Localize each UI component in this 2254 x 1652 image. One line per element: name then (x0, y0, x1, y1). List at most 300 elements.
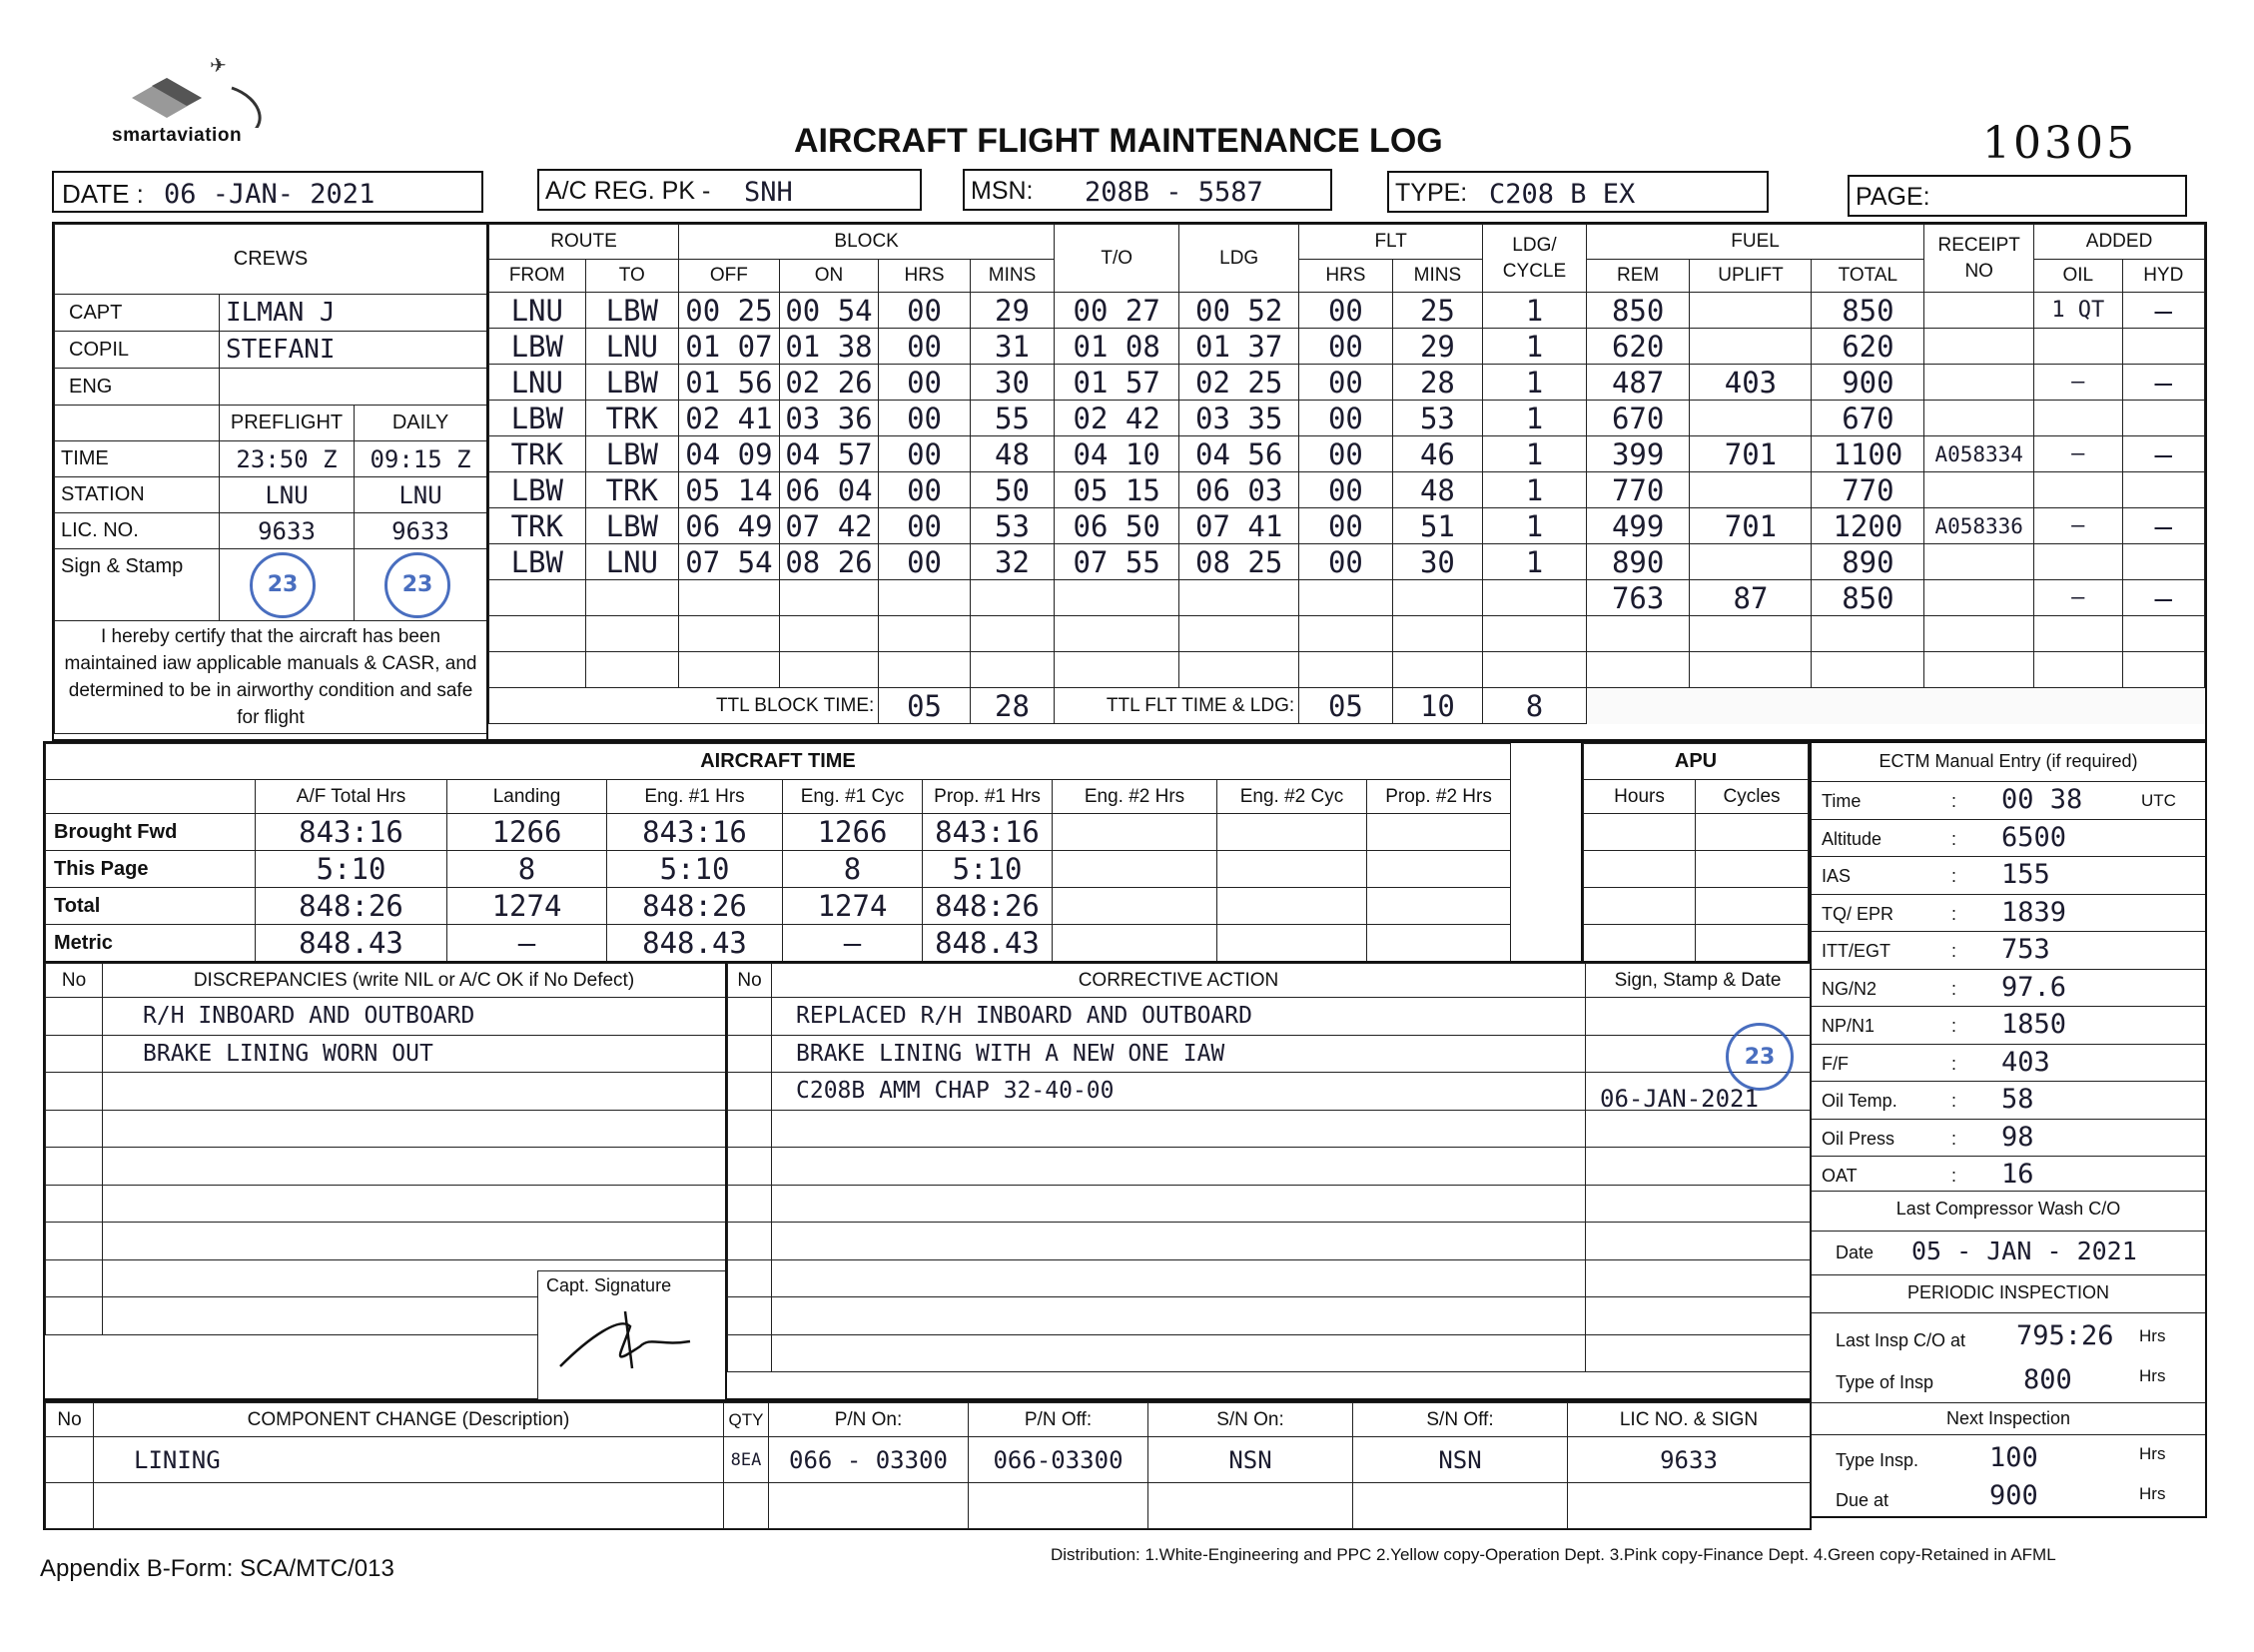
receipt-no-cell[interactable] (1924, 472, 2034, 508)
hyd-added-cell[interactable] (2122, 401, 2204, 436)
receipt-no-cell[interactable] (1924, 580, 2034, 616)
ttl-block-hrs[interactable]: 05 (879, 688, 970, 724)
corr-no-cell[interactable] (728, 1110, 772, 1148)
ectm-value[interactable]: 58 (2001, 1084, 2034, 1115)
ldg-cycle-cell[interactable]: 1 (1483, 436, 1587, 472)
disc-text-cell[interactable] (103, 1223, 726, 1260)
hyd-added-cell[interactable] (2122, 329, 2204, 365)
flt-mins-cell[interactable]: 53 (1392, 401, 1482, 436)
off-cell[interactable]: 05 14 (679, 472, 780, 508)
ectm-value[interactable]: 16 (2001, 1159, 2034, 1190)
msn-value[interactable]: 208B - 5587 (1085, 177, 1263, 208)
fuel-total-cell[interactable]: 850 (1812, 580, 1924, 616)
fuel-total-cell[interactable]: 620 (1812, 329, 1924, 365)
fuel-uplift-cell[interactable]: 87 (1690, 580, 1812, 616)
ectm-value[interactable]: 1839 (2001, 896, 2067, 928)
oil-added-cell[interactable] (2034, 329, 2122, 365)
fuel-uplift-cell[interactable] (1690, 652, 1812, 688)
disc-no-cell[interactable] (46, 998, 103, 1036)
landing-cell[interactable]: 03 35 (1179, 401, 1299, 436)
fuel-rem-cell[interactable]: 890 (1586, 544, 1690, 580)
ac-value-cell[interactable] (1217, 851, 1367, 888)
capt-signature-box[interactable] (537, 1270, 726, 1399)
corr-no-cell[interactable] (728, 1185, 772, 1223)
fuel-rem-cell[interactable]: 399 (1586, 436, 1690, 472)
oil-added-cell[interactable]: 1 QT (2034, 293, 2122, 329)
flt-hrs-cell[interactable]: 00 (1299, 293, 1393, 329)
to-cell[interactable] (585, 652, 679, 688)
fuel-rem-cell[interactable]: 763 (1586, 580, 1690, 616)
ac-value-cell[interactable]: – (783, 925, 923, 962)
off-cell[interactable] (679, 652, 780, 688)
corr-no-cell[interactable] (728, 1334, 772, 1372)
to-cell[interactable]: LNU (585, 329, 679, 365)
corr-text-cell[interactable] (772, 1185, 1586, 1223)
takeoff-cell[interactable]: 01 57 (1055, 365, 1179, 401)
from-cell[interactable] (489, 652, 586, 688)
next-type-value[interactable]: 100 (1989, 1442, 2038, 1473)
receipt-no-cell[interactable]: A058334 (1924, 436, 2034, 472)
hyd-added-cell[interactable]: – (2122, 293, 2204, 329)
ac-value-cell[interactable]: 1266 (447, 814, 607, 851)
comp-no-cell[interactable] (46, 1437, 94, 1483)
corr-no-cell[interactable] (728, 1223, 772, 1260)
to-cell[interactable]: LNU (585, 544, 679, 580)
comp-lic-cell[interactable] (1568, 1483, 1811, 1529)
flt-mins-cell[interactable]: 48 (1392, 472, 1482, 508)
flt-hrs-cell[interactable] (1299, 580, 1393, 616)
corr-no-cell[interactable] (728, 998, 772, 1036)
disc-no-cell[interactable] (46, 1223, 103, 1260)
oil-added-cell[interactable] (2034, 616, 2122, 652)
apu-cell[interactable] (1584, 888, 1696, 925)
fuel-total-cell[interactable]: 670 (1812, 401, 1924, 436)
block-hrs-cell[interactable]: 00 (879, 508, 970, 544)
takeoff-cell[interactable]: 00 27 (1055, 293, 1179, 329)
reg-value[interactable]: SNH (744, 177, 793, 208)
fuel-uplift-cell[interactable]: 701 (1690, 436, 1812, 472)
takeoff-cell[interactable] (1055, 616, 1179, 652)
flt-mins-cell[interactable]: 29 (1392, 329, 1482, 365)
ac-value-cell[interactable]: 5:10 (607, 851, 783, 888)
time-preflight[interactable]: 23:50 Z (220, 441, 355, 477)
fuel-total-cell[interactable]: 770 (1812, 472, 1924, 508)
hyd-added-cell[interactable] (2122, 472, 2204, 508)
receipt-no-cell[interactable] (1924, 365, 2034, 401)
hyd-added-cell[interactable] (2122, 652, 2204, 688)
takeoff-cell[interactable] (1055, 652, 1179, 688)
disc-no-cell[interactable] (46, 1148, 103, 1186)
block-mins-cell[interactable] (970, 652, 1054, 688)
corr-no-cell[interactable] (728, 1035, 772, 1073)
from-cell[interactable] (489, 580, 586, 616)
wash-date-value[interactable]: 05 - JAN - 2021 (1911, 1237, 2137, 1265)
block-mins-cell[interactable]: 32 (970, 544, 1054, 580)
ldg-cycle-cell[interactable]: 1 (1483, 293, 1587, 329)
disc-no-cell[interactable] (46, 1259, 103, 1297)
fuel-uplift-cell[interactable]: 403 (1690, 365, 1812, 401)
fuel-rem-cell[interactable]: 770 (1586, 472, 1690, 508)
ldg-cycle-cell[interactable] (1483, 616, 1587, 652)
disc-no-cell[interactable] (46, 1185, 103, 1223)
hyd-added-cell[interactable]: – (2122, 436, 2204, 472)
ectm-value[interactable]: 155 (2001, 859, 2050, 890)
ttl-flt-mins[interactable]: 10 (1392, 688, 1482, 724)
oil-added-cell[interactable] (2034, 472, 2122, 508)
takeoff-cell[interactable] (1055, 580, 1179, 616)
apu-cell[interactable] (1696, 925, 1809, 962)
block-hrs-cell[interactable] (879, 616, 970, 652)
fuel-uplift-cell[interactable] (1690, 472, 1812, 508)
receipt-no-cell[interactable] (1924, 329, 2034, 365)
corr-text-cell[interactable] (772, 1334, 1586, 1372)
ac-value-cell[interactable] (1367, 925, 1511, 962)
landing-cell[interactable]: 01 37 (1179, 329, 1299, 365)
fuel-total-cell[interactable]: 890 (1812, 544, 1924, 580)
from-cell[interactable]: LBW (489, 472, 586, 508)
fuel-total-cell[interactable]: 850 (1812, 293, 1924, 329)
ac-value-cell[interactable]: 843:16 (607, 814, 783, 851)
station-daily[interactable]: LNU (355, 477, 487, 513)
fuel-uplift-cell[interactable] (1690, 616, 1812, 652)
ac-value-cell[interactable]: 848.43 (256, 925, 447, 962)
corr-sign-cell[interactable] (1586, 1259, 1811, 1297)
to-cell[interactable]: LBW (585, 508, 679, 544)
flt-hrs-cell[interactable]: 00 (1299, 329, 1393, 365)
daily-stamp-cell[interactable] (355, 549, 487, 621)
comp-qty-cell[interactable]: 8EA (724, 1437, 769, 1483)
hyd-added-cell[interactable]: – (2122, 580, 2204, 616)
block-mins-cell[interactable]: 29 (970, 293, 1054, 329)
from-cell[interactable]: LNU (489, 365, 586, 401)
corr-sign-cell[interactable] (1586, 1110, 1811, 1148)
disc-text-cell[interactable] (103, 1110, 726, 1148)
type-value[interactable]: C208 B EX (1489, 179, 1636, 210)
ldg-cycle-cell[interactable]: 1 (1483, 401, 1587, 436)
ttl-ldg[interactable]: 8 (1483, 688, 1587, 724)
ectm-value[interactable]: 403 (2001, 1046, 2050, 1078)
on-cell[interactable]: 07 42 (779, 508, 879, 544)
ttl-flt-hrs[interactable]: 05 (1299, 688, 1393, 724)
landing-cell[interactable]: 06 03 (1179, 472, 1299, 508)
preflight-stamp-cell[interactable] (220, 549, 355, 621)
off-cell[interactable]: 00 25 (679, 293, 780, 329)
block-hrs-cell[interactable] (879, 652, 970, 688)
ldg-cycle-cell[interactable] (1483, 652, 1587, 688)
on-cell[interactable]: 04 57 (779, 436, 879, 472)
capt-value[interactable]: ILMAN J (220, 295, 487, 332)
to-cell[interactable]: LBW (585, 365, 679, 401)
oil-added-cell[interactable]: – (2034, 365, 2122, 401)
off-cell[interactable]: 07 54 (679, 544, 780, 580)
corr-sign-cell[interactable] (1586, 1185, 1811, 1223)
fuel-total-cell[interactable] (1812, 652, 1924, 688)
block-mins-cell[interactable]: 50 (970, 472, 1054, 508)
fuel-rem-cell[interactable]: 620 (1586, 329, 1690, 365)
sign-date-value[interactable]: 06-JAN-2021 (1600, 1085, 1759, 1113)
disc-text-cell[interactable]: BRAKE LINING WORN OUT (103, 1035, 726, 1073)
disc-text-cell[interactable] (103, 1073, 726, 1111)
ac-value-cell[interactable] (1367, 888, 1511, 925)
receipt-no-cell[interactable] (1924, 616, 2034, 652)
block-mins-cell[interactable] (970, 616, 1054, 652)
flt-hrs-cell[interactable] (1299, 652, 1393, 688)
block-mins-cell[interactable]: 30 (970, 365, 1054, 401)
eng-value[interactable] (220, 369, 487, 406)
corr-no-cell[interactable] (728, 1148, 772, 1186)
ac-value-cell[interactable]: 5:10 (256, 851, 447, 888)
apu-cell[interactable] (1696, 851, 1809, 888)
fuel-uplift-cell[interactable] (1690, 329, 1812, 365)
lic-daily[interactable]: 9633 (355, 513, 487, 549)
landing-cell[interactable] (1179, 652, 1299, 688)
off-cell[interactable] (679, 616, 780, 652)
comp-sn-off-cell[interactable] (1353, 1483, 1568, 1529)
station-preflight[interactable]: LNU (220, 477, 355, 513)
block-hrs-cell[interactable] (879, 580, 970, 616)
ectm-value[interactable]: 00 38 (2001, 784, 2083, 815)
fuel-rem-cell[interactable]: 499 (1586, 508, 1690, 544)
takeoff-cell[interactable]: 05 15 (1055, 472, 1179, 508)
ac-value-cell[interactable]: 848:26 (256, 888, 447, 925)
flt-hrs-cell[interactable]: 00 (1299, 544, 1393, 580)
ac-value-cell[interactable]: 8 (783, 851, 923, 888)
ttl-block-mins[interactable]: 28 (970, 688, 1054, 724)
hyd-added-cell[interactable] (2122, 616, 2204, 652)
from-cell[interactable]: LBW (489, 544, 586, 580)
oil-added-cell[interactable] (2034, 652, 2122, 688)
apu-cell[interactable] (1584, 851, 1696, 888)
from-cell[interactable]: TRK (489, 436, 586, 472)
fuel-rem-cell[interactable]: 670 (1586, 401, 1690, 436)
ac-value-cell[interactable]: 843:16 (256, 814, 447, 851)
ldg-cycle-cell[interactable]: 1 (1483, 472, 1587, 508)
oil-added-cell[interactable] (2034, 544, 2122, 580)
ac-value-cell[interactable]: – (447, 925, 607, 962)
block-mins-cell[interactable]: 31 (970, 329, 1054, 365)
to-cell[interactable] (585, 580, 679, 616)
ac-value-cell[interactable] (1217, 814, 1367, 851)
date-value[interactable]: 06 -JAN- 2021 (164, 179, 376, 210)
corr-text-cell[interactable] (772, 1110, 1586, 1148)
corr-text-cell[interactable] (772, 1259, 1586, 1297)
landing-cell[interactable] (1179, 616, 1299, 652)
hyd-added-cell[interactable]: – (2122, 508, 2204, 544)
comp-pn-on-cell[interactable]: 066 - 03300 (769, 1437, 969, 1483)
block-mins-cell[interactable]: 55 (970, 401, 1054, 436)
comp-sn-on-cell[interactable]: NSN (1148, 1437, 1353, 1483)
off-cell[interactable]: 01 07 (679, 329, 780, 365)
landing-cell[interactable]: 07 41 (1179, 508, 1299, 544)
ldg-cycle-cell[interactable] (1483, 580, 1587, 616)
receipt-no-cell[interactable] (1924, 293, 2034, 329)
oil-added-cell[interactable]: – (2034, 436, 2122, 472)
lic-preflight[interactable]: 9633 (220, 513, 355, 549)
due-value[interactable]: 900 (1989, 1480, 2038, 1511)
flt-hrs-cell[interactable] (1299, 616, 1393, 652)
ac-value-cell[interactable] (1217, 888, 1367, 925)
ac-value-cell[interactable]: 848.43 (923, 925, 1053, 962)
corr-sign-cell[interactable] (1586, 1223, 1811, 1260)
corr-sign-cell[interactable] (1586, 1148, 1811, 1186)
ac-value-cell[interactable] (1053, 851, 1217, 888)
ac-value-cell[interactable]: 1274 (447, 888, 607, 925)
corr-no-cell[interactable] (728, 1297, 772, 1335)
oil-added-cell[interactable] (2034, 401, 2122, 436)
off-cell[interactable]: 02 41 (679, 401, 780, 436)
ac-value-cell[interactable] (1053, 814, 1217, 851)
block-hrs-cell[interactable]: 00 (879, 365, 970, 401)
to-cell[interactable]: TRK (585, 401, 679, 436)
from-cell[interactable]: LNU (489, 293, 586, 329)
flt-mins-cell[interactable] (1392, 580, 1482, 616)
fuel-total-cell[interactable]: 1100 (1812, 436, 1924, 472)
comp-sn-on-cell[interactable] (1148, 1483, 1353, 1529)
fuel-rem-cell[interactable] (1586, 652, 1690, 688)
flt-hrs-cell[interactable]: 00 (1299, 365, 1393, 401)
corr-text-cell[interactable] (772, 1223, 1586, 1260)
fuel-uplift-cell[interactable]: 701 (1690, 508, 1812, 544)
to-cell[interactable]: LBW (585, 293, 679, 329)
receipt-no-cell[interactable]: A058336 (1924, 508, 2034, 544)
ac-value-cell[interactable] (1367, 851, 1511, 888)
fuel-total-cell[interactable]: 1200 (1812, 508, 1924, 544)
ac-value-cell[interactable]: 848:26 (607, 888, 783, 925)
takeoff-cell[interactable]: 02 42 (1055, 401, 1179, 436)
comp-pn-on-cell[interactable] (769, 1483, 969, 1529)
oil-added-cell[interactable]: – (2034, 508, 2122, 544)
on-cell[interactable] (779, 616, 879, 652)
fuel-rem-cell[interactable]: 850 (1586, 293, 1690, 329)
ac-value-cell[interactable] (1053, 925, 1217, 962)
block-mins-cell[interactable] (970, 580, 1054, 616)
last-insp-value[interactable]: 795:26 (2016, 1320, 2114, 1351)
ectm-value[interactable]: 97.6 (2001, 971, 2067, 1003)
corr-text-cell[interactable]: BRAKE LINING WITH A NEW ONE IAW (772, 1035, 1586, 1073)
takeoff-cell[interactable]: 07 55 (1055, 544, 1179, 580)
fuel-total-cell[interactable]: 900 (1812, 365, 1924, 401)
on-cell[interactable]: 02 26 (779, 365, 879, 401)
corr-text-cell[interactable] (772, 1297, 1586, 1335)
on-cell[interactable]: 01 38 (779, 329, 879, 365)
comp-desc-cell[interactable]: LINING (94, 1437, 724, 1483)
block-hrs-cell[interactable]: 00 (879, 329, 970, 365)
on-cell[interactable]: 00 54 (779, 293, 879, 329)
disc-no-cell[interactable] (46, 1035, 103, 1073)
disc-text-cell[interactable]: R/H INBOARD AND OUTBOARD (103, 998, 726, 1036)
time-daily[interactable]: 09:15 Z (355, 441, 487, 477)
comp-no-cell[interactable] (46, 1483, 94, 1529)
flt-mins-cell[interactable]: 30 (1392, 544, 1482, 580)
on-cell[interactable]: 06 04 (779, 472, 879, 508)
hyd-added-cell[interactable]: – (2122, 365, 2204, 401)
block-hrs-cell[interactable]: 00 (879, 401, 970, 436)
flt-mins-cell[interactable] (1392, 652, 1482, 688)
corr-no-cell[interactable] (728, 1073, 772, 1111)
disc-text-cell[interactable] (103, 1185, 726, 1223)
ectm-value[interactable]: 753 (2001, 934, 2050, 965)
ldg-cycle-cell[interactable]: 1 (1483, 329, 1587, 365)
ac-value-cell[interactable]: 5:10 (923, 851, 1053, 888)
off-cell[interactable] (679, 580, 780, 616)
to-cell[interactable]: LBW (585, 436, 679, 472)
flt-hrs-cell[interactable]: 00 (1299, 436, 1393, 472)
comp-sn-off-cell[interactable]: NSN (1353, 1437, 1568, 1483)
disc-no-cell[interactable] (46, 1297, 103, 1335)
block-hrs-cell[interactable]: 00 (879, 472, 970, 508)
fuel-uplift-cell[interactable] (1690, 544, 1812, 580)
corr-sign-cell[interactable] (1586, 1334, 1811, 1372)
ac-value-cell[interactable]: 843:16 (923, 814, 1053, 851)
off-cell[interactable]: 04 09 (679, 436, 780, 472)
landing-cell[interactable] (1179, 580, 1299, 616)
corr-text-cell[interactable] (772, 1148, 1586, 1186)
flt-mins-cell[interactable]: 25 (1392, 293, 1482, 329)
receipt-no-cell[interactable] (1924, 544, 2034, 580)
flt-hrs-cell[interactable]: 00 (1299, 401, 1393, 436)
takeoff-cell[interactable]: 06 50 (1055, 508, 1179, 544)
off-cell[interactable]: 06 49 (679, 508, 780, 544)
ectm-value[interactable]: 98 (2001, 1121, 2034, 1153)
hyd-added-cell[interactable] (2122, 544, 2204, 580)
oil-added-cell[interactable]: – (2034, 580, 2122, 616)
fuel-rem-cell[interactable] (1586, 616, 1690, 652)
from-cell[interactable] (489, 616, 586, 652)
copil-value[interactable]: STEFANI (220, 332, 487, 369)
landing-cell[interactable]: 04 56 (1179, 436, 1299, 472)
disc-no-cell[interactable] (46, 1110, 103, 1148)
comp-pn-off-cell[interactable]: 066-03300 (969, 1437, 1148, 1483)
flt-mins-cell[interactable]: 46 (1392, 436, 1482, 472)
ac-value-cell[interactable] (1053, 888, 1217, 925)
from-cell[interactable]: TRK (489, 508, 586, 544)
apu-cell[interactable] (1696, 888, 1809, 925)
receipt-no-cell[interactable] (1924, 401, 2034, 436)
ldg-cycle-cell[interactable]: 1 (1483, 365, 1587, 401)
ldg-cycle-cell[interactable]: 1 (1483, 508, 1587, 544)
flt-mins-cell[interactable]: 28 (1392, 365, 1482, 401)
fuel-uplift-cell[interactable] (1690, 401, 1812, 436)
takeoff-cell[interactable]: 04 10 (1055, 436, 1179, 472)
apu-cell[interactable] (1696, 814, 1809, 851)
fuel-rem-cell[interactable]: 487 (1586, 365, 1690, 401)
disc-text-cell[interactable] (103, 1148, 726, 1186)
fuel-total-cell[interactable] (1812, 616, 1924, 652)
apu-cell[interactable] (1584, 814, 1696, 851)
corr-sign-cell[interactable] (1586, 1297, 1811, 1335)
takeoff-cell[interactable]: 01 08 (1055, 329, 1179, 365)
landing-cell[interactable]: 08 25 (1179, 544, 1299, 580)
ac-value-cell[interactable]: 1266 (783, 814, 923, 851)
on-cell[interactable] (779, 580, 879, 616)
block-mins-cell[interactable]: 53 (970, 508, 1054, 544)
disc-no-cell[interactable] (46, 1073, 103, 1111)
comp-qty-cell[interactable] (724, 1483, 769, 1529)
flt-mins-cell[interactable]: 51 (1392, 508, 1482, 544)
landing-cell[interactable]: 00 52 (1179, 293, 1299, 329)
from-cell[interactable]: LBW (489, 401, 586, 436)
corr-text-cell[interactable]: C208B AMM CHAP 32-40-00 (772, 1073, 1586, 1111)
on-cell[interactable] (779, 652, 879, 688)
receipt-no-cell[interactable] (1924, 652, 2034, 688)
ac-value-cell[interactable]: 8 (447, 851, 607, 888)
flt-hrs-cell[interactable]: 00 (1299, 508, 1393, 544)
on-cell[interactable]: 03 36 (779, 401, 879, 436)
comp-lic-cell[interactable]: 9633 (1568, 1437, 1811, 1483)
flt-mins-cell[interactable] (1392, 616, 1482, 652)
comp-pn-off-cell[interactable] (969, 1483, 1148, 1529)
landing-cell[interactable]: 02 25 (1179, 365, 1299, 401)
